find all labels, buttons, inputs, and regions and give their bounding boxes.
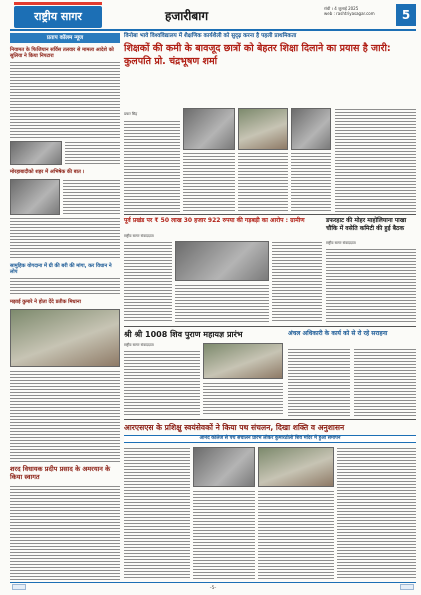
left-story-3-headline: सामुहिक योगदाना में ग्री की बरी की मांगा, कर विधान ने लोप [10,263,112,275]
place-date: रांची । 4 जुलाई 2025 [324,6,359,11]
left-story-1-text [10,61,120,139]
lower-right-headline: अंचल अधिकारी के कार्य को से रो रहे सराहना [288,330,388,337]
mid-left-byline: राष्ट्रीय सागर संवाददाता [124,234,154,238]
top-story-text-col-3 [238,152,288,212]
vice-chancellor-photo [183,108,235,150]
mid-left-photo [175,241,269,281]
bottom-story-strip: आनंद कॉलेज से पथ संचालन प्रारंभ लोकर कुमारठोली शिव मंदिर में हुआ समापन [124,435,416,443]
lower-left-text-col-1 [124,350,200,416]
separator-1 [124,214,416,215]
page-header [0,0,421,30]
university-building-photo [238,108,288,150]
top-story-text-col-2 [183,152,235,212]
yagya-photo [203,343,283,379]
lower-left-headline: श्री श्री 1008 शिव पुराण महायज्ञ प्रारंभ [124,330,243,339]
top-story-kicker: विनोबा भावे विश्वविद्यालय में शैक्षणिक कार्यशैली को सुदृढ़ करना है पहली प्राथमिकता [124,33,297,39]
section-city-title: हजारीबाग [165,9,209,23]
bottom-story-text-col-4 [337,447,416,579]
rss-march-photo-1 [193,447,255,487]
left-story-1-photo [10,141,62,165]
top-story-text-col-1 [124,120,180,212]
left-column-band: प्रताप कॉलम न्यूज [10,33,120,43]
footer-ornament-right [400,584,414,590]
left-column [10,33,120,585]
separator-3 [124,419,416,420]
left-story-4-photo [10,309,120,367]
left-story-2-text [63,179,120,215]
top-story-text-col-4 [291,152,331,212]
footer-page-marker: –5– [209,584,217,590]
top-story-text-col-5 [335,108,416,212]
mid-right-text [326,248,416,323]
lower-right-text-col-1 [288,348,350,416]
top-story-byline: प्रचार सिंह [124,112,138,116]
masthead-accent [14,2,102,5]
left-story-4-text [10,370,120,462]
lower-right-text-col-2 [354,348,416,416]
bottom-story-text-col-3 [258,490,334,579]
mid-left-text-col-3 [272,241,322,323]
left-story-2-photo [10,179,60,215]
page-footer [10,582,416,591]
page-number: 5 [396,4,416,26]
mid-right-headline: डफरहाट की मोहर माहोलियाना पाखा चौकि में वसेति कमिटी की हुई बैठक [326,217,407,232]
left-story-5-headline: शरद विधायक प्रदीप प्रसाद के अमरयान के किया स्वागत [10,465,111,481]
lower-left-byline: राष्ट्रीय सागर संवाददाता [124,343,154,347]
mid-left-headline: पूर्व प्रखंड पर ₹ 50 लाख 30 हजार 922 रुपया की गड़बड़ी का आरोप : ग्रामीण [124,217,305,224]
rss-march-photo-2 [258,447,334,487]
left-story-5-text [10,485,120,581]
web-address: web : rashtriyasagar.com [324,11,375,16]
header-rule [10,29,416,31]
left-story-2-headline: मोरहाबादीको शहर में अभिषेक की बात । [10,169,85,175]
left-story-2-text-b [10,217,120,259]
left-story-1-headline: नियामत के फिजियान सर्विस तलवार से मामला आदेशे को सुलिया ने किया निपटारा [10,47,114,59]
mid-left-text-col-2 [175,284,269,323]
top-story-headline: शिक्षकों की कमी के बावजूद छात्रों को बेहतर शिक्षा दिलाने का प्रयास है जारी: कुलपति प्रो. चंद्रभूषण शर्मा [124,43,391,67]
bottom-story-text-col-1 [124,447,190,579]
bottom-story-headline: आरएसएस के प्रशिक्षु स्वयंसेवकों ने किया पथ संचलन, दिखा शक्ति व अनुशासन [124,423,345,432]
college-photo [291,108,331,150]
footer-ornament-left [12,584,26,590]
separator-2 [124,326,416,327]
masthead: राष्ट्रीय सागर [14,6,102,28]
left-story-3-text [10,277,120,295]
bottom-story-text-col-2 [193,490,255,579]
mid-left-text-col-1 [124,241,172,323]
left-story-1-text-b [65,141,120,165]
header-meta [324,6,390,16]
mid-right-byline: राष्ट्रीय सागर संवाददाता [326,241,356,245]
left-story-4-headline: मझाई कुमारे ने होता देंदे प्रतीक मिधाना [10,299,81,305]
lower-left-text-col-2 [203,382,283,416]
